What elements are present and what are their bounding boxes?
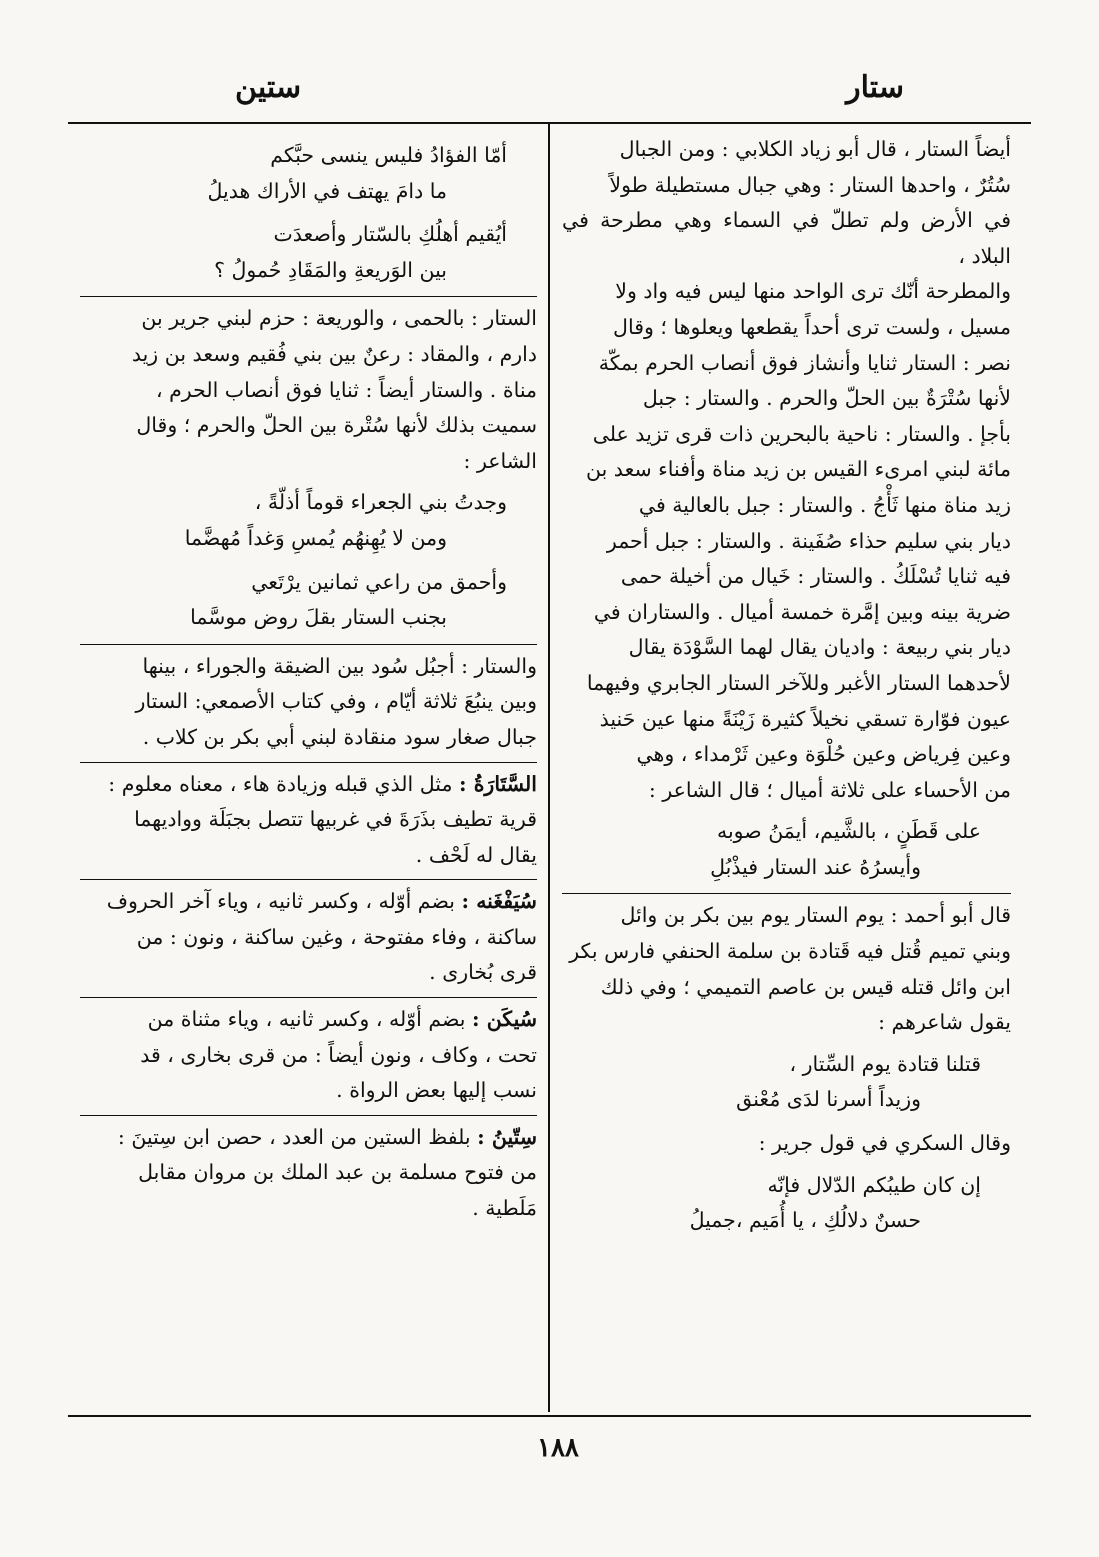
text-line: ابن وائل قتله قيس بن عاصم التميمي ؛ وفي ذلك — [600, 974, 1011, 999]
verse-line: إن كان طيبُكم الدّلال فإنّه — [767, 1172, 981, 1197]
entry-headword: سِتّينُ : — [477, 1124, 537, 1149]
text-line: يقول شاعرهم : — [878, 1010, 1011, 1035]
verse-line: أمّا الفؤادُ فليس ينسى حبَّكم — [270, 143, 507, 167]
verse-line: بجنب الستار بقلَ روض موسَّما — [190, 605, 447, 630]
text-line: عيون فوّارة تسقي نخيلاً كثيرة زَيْنَةً منها عين حَنيذ — [599, 706, 1011, 731]
paragraph — [562, 132, 1011, 808]
text-line — [80, 767, 537, 803]
text-line: سُتُرٌ ، واحدها الستار : وهي جبال مستطيلة طولاً — [609, 172, 1011, 197]
verse — [80, 138, 537, 209]
section-separator — [80, 762, 537, 763]
text-line: ديار بني سليم حذاء صُفَينة . والستار : جبل أحمر — [606, 528, 1011, 553]
entry-text: بضم أوّله ، وكسر ثانيه ، وياء آخر الحروف — [106, 889, 455, 914]
text-line: تحت ، وكاف ، ونون أيضاً : من قرى بخارى ، قد — [140, 1042, 537, 1067]
text-line: نصر : الستار ثنايا وأنشاز فوق أنصاب الحرم بمكّة — [598, 350, 1011, 375]
verse — [562, 1168, 1011, 1239]
verse-line: قتلنا قتادة يوم السِّتار ، — [789, 1051, 981, 1076]
text-line — [80, 884, 537, 920]
paragraph — [562, 898, 1011, 1040]
text-line: مسيل ، ولست ترى أحداً يقطعها ويعلوها ؛ وقال — [613, 314, 1011, 339]
text-line — [80, 1120, 537, 1156]
text-line: قرية تطيف بذَرَةَ في غربيها تتصل بجبَلَة وواديهما — [134, 807, 537, 832]
section-separator — [80, 296, 537, 297]
entry-headword: سُيَفْغَنه : — [461, 889, 537, 914]
text-line: ديار بني ربيعة : واديان يقال لهما السَّوْدَة يقال — [628, 635, 1011, 660]
text-line: جبال صغار سود منقادة لبني أبي بكر بن كلاب . — [142, 724, 537, 749]
verse-line: بين الوَريعةِ والمَقَادِ حُمولُ ؟ — [214, 257, 447, 282]
text-line: سميت بذلك لأنها سُتْرة بين الحلّ والحرم ؛ وقال — [136, 413, 537, 438]
verse-line: على قَطَنٍ ، بالشَّيم، أيمَنُ صوبه — [716, 819, 981, 844]
dictionary-entry — [80, 884, 537, 991]
text-line: لأحدهما الستار الأغبر وللآخر الستار الجابري وفيهما — [586, 670, 1011, 695]
bottom-rule — [68, 1415, 1031, 1417]
text-line: أيضاً الستار ، قال أبو زياد الكلابي : ومن الجبال — [619, 137, 1011, 161]
text-line: زيد مناة منها ثَأْجُ . والستار : جبل بالعالية في — [638, 492, 1011, 517]
text-line: مَلَطية . — [472, 1196, 537, 1221]
text-line: قرى بُخارى . — [429, 960, 537, 985]
verse-line: ومن لا يُهِنهُم يُمسِ وَغداً مُهضَّما — [184, 525, 447, 550]
verse — [80, 565, 537, 636]
text-line: وبين ينبُعَ ثلاثة أيّام ، وفي كتاب الأصمعي: الستار — [135, 689, 537, 714]
entry-text: بلفظ الستين من العدد ، حصن ابن سِتينَ : — [117, 1124, 471, 1149]
header-right-word: ستار — [846, 70, 904, 105]
text-line: قال أبو أحمد : يوم الستار يوم بين بكر بن وائل — [620, 903, 1011, 928]
verse — [562, 1047, 1011, 1118]
verse — [80, 217, 537, 288]
entry-headword: السَّتَارَةُ : — [458, 771, 537, 796]
text-line: من فتوح مسلمة بن عبد الملك بن مروان مقابل — [138, 1160, 537, 1185]
text-line: بأجإ . والستار : ناحية بالبحرين ذات قرى تزيد على — [592, 421, 1011, 446]
entry-headword: سُيكَن : — [472, 1007, 537, 1032]
text-line: والمطرحة أنّك ترى الواحد منها ليس فيه واد ولا — [615, 279, 1011, 304]
section-separator — [80, 644, 537, 645]
left-column — [80, 132, 537, 1410]
text-line: نسب إليها بعض الرواة . — [336, 1078, 537, 1103]
paragraph — [562, 1126, 1011, 1162]
text-line: وعين فِرياض وعين حُلْوَة وعين ثَرْمداء ، وهي — [636, 742, 1011, 767]
paragraph — [80, 301, 537, 479]
entry-text: بضم أوّله ، وكسر ثانيه ، وياء مثناة من — [147, 1007, 466, 1032]
right-column — [562, 132, 1011, 1410]
verse-line: ما دامَ يهتف في الأراك هديلُ — [207, 178, 447, 203]
section-separator — [562, 893, 1011, 894]
section-separator — [80, 879, 537, 880]
text-line: ساكنة ، وفاء مفتوحة ، وغين ساكنة ، ونون : من — [136, 924, 537, 949]
dictionary-entry — [80, 1120, 537, 1227]
verse-line: وجدتُ بني الجعراء قوماً أذلّةً ، — [254, 490, 507, 515]
verse-line: وأيسرُهُ عند الستار فيذْبُلِ — [710, 854, 921, 879]
dictionary-entry — [80, 767, 537, 874]
text-line: في الأرض ولم تطلّ في السماء وهي مطرحة في البلاد ، — [562, 208, 1011, 268]
verse-line: حسنٌ دلالُكِ ، يا أُمَيم ،جميلُ — [689, 1208, 921, 1233]
section-separator — [80, 1115, 537, 1116]
text-line: من الأحساء على ثلاثة أميال ؛ قال الشاعر : — [648, 777, 1011, 802]
page-number: ١٨٨ — [537, 1433, 579, 1463]
text-line: والستار : أجبُل سُود بين الضيقة والجوراء ، بينها — [142, 653, 537, 678]
text-line: وقال السكري في قول جرير : — [758, 1131, 1011, 1156]
text-line: يقال له لَحْف . — [415, 842, 537, 867]
text-line: لأنها سُتْرَةٌ بين الحلّ والحرم . والستار : جبل — [642, 386, 1011, 411]
text-line: ضرية بينه وبين إمَّرة خمسة أميال . والستاران في — [593, 599, 1011, 624]
verse-line: وزيداً أسرنا لدَى مُعْنق — [736, 1087, 921, 1112]
header-left-word: ستين — [235, 70, 302, 105]
text-line: مناة . والستار أيضاً : ثنايا فوق أنصاب الحرم ، — [155, 377, 537, 402]
text-line: فيه ثنايا تُسْلَكُ . والستار : خَيال من أخيلة حمى — [620, 564, 1011, 589]
verse-line: أيُقيم أهلُكِ بالسّتار وأصعدَت — [273, 222, 507, 247]
paragraph — [80, 649, 537, 756]
column-divider — [548, 124, 550, 1412]
verse — [562, 814, 1011, 885]
text-line: مائة لبني امرىء القيس بن زيد مناة وأفناء سعد بن — [585, 457, 1011, 482]
text-line — [80, 1002, 537, 1038]
text-line: الستار : بالحمى ، والوريعة : حزم لبني جرير بن — [141, 306, 537, 331]
dictionary-entry — [80, 1002, 537, 1109]
verse-line: وأحمق من راعي ثمانين يرْتَعي — [251, 569, 507, 594]
entry-text: مثل الذي قبله وزيادة هاء ، معناه معلوم : — [108, 771, 453, 796]
text-line: دارم ، والمقاد : رعنٌ بين بني فُقيم وسعد بن زيد — [131, 341, 537, 366]
text-line: وبني تميم قُتل فيه قَتادة بن سلمة الحنفي فارس بكر — [569, 939, 1011, 964]
verse — [80, 485, 537, 556]
text-line: الشاعر : — [463, 448, 537, 473]
section-separator — [80, 997, 537, 998]
